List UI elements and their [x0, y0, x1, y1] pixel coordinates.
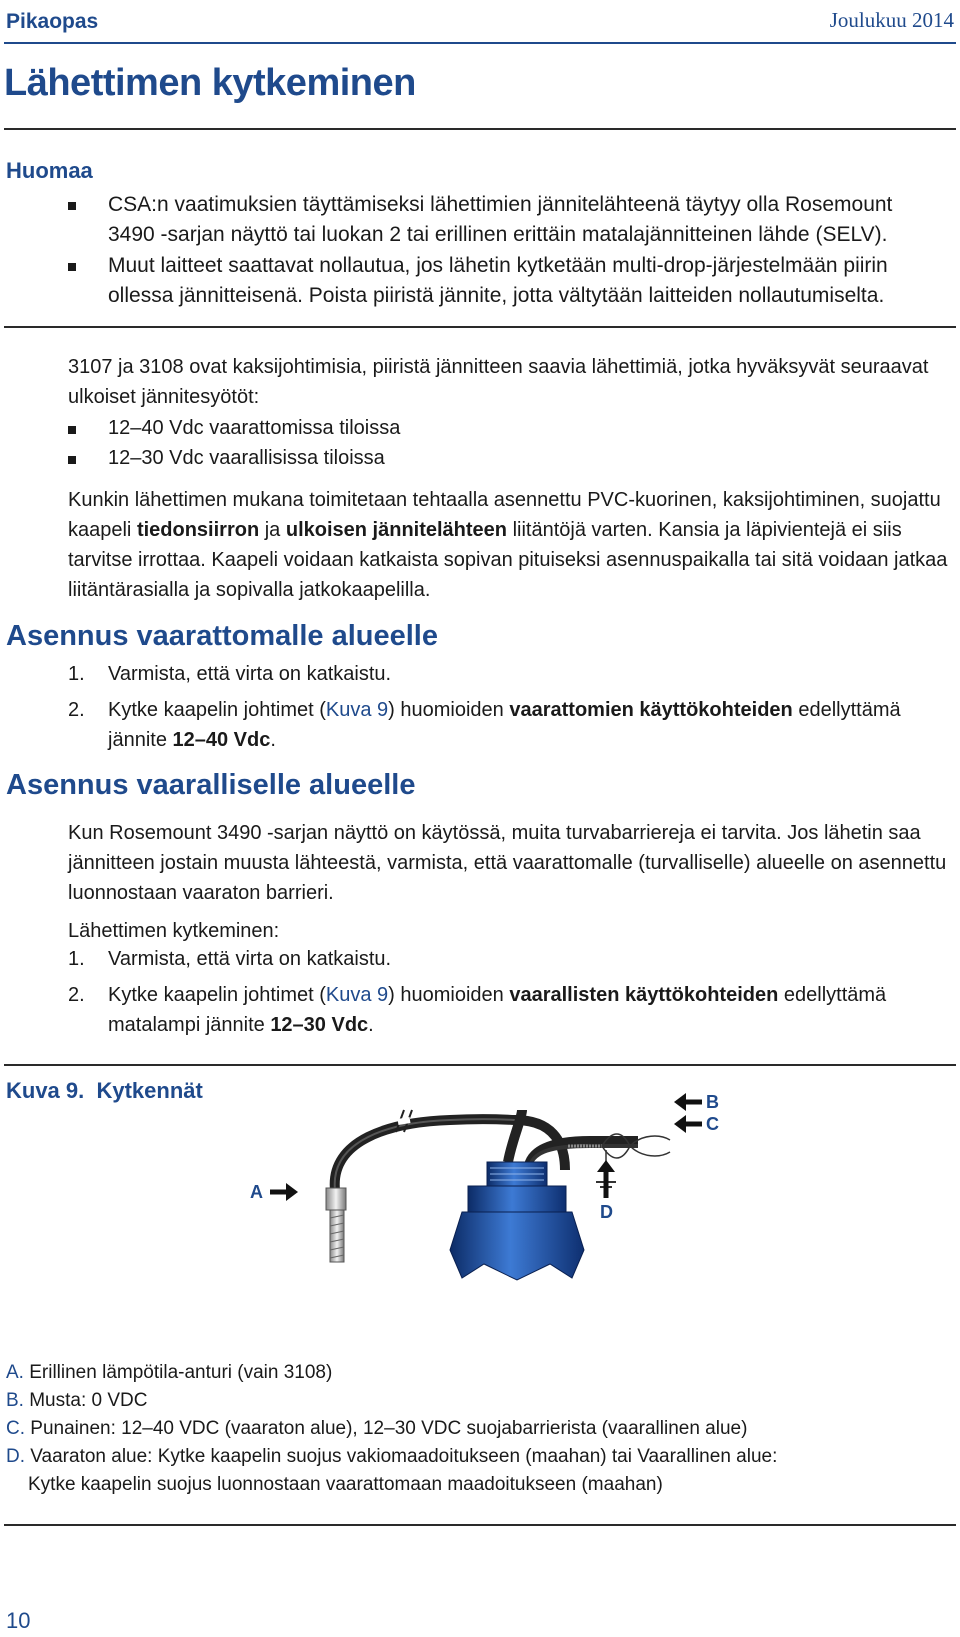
safe-area-steps	[0, 659, 960, 761]
transmitter-body-icon	[450, 1162, 584, 1280]
hazard-paragraph: Kun Rosemount 3490 -sarjan näyttö on käytössä, muita turvabarriereja ei tarvita. Jos lähetin saa jännitteen jostain muusta lähteestä, varmista, että vaarattomalle (turvalliselle) alueelle on asennettu luonnostaan vaaraton barrieri.	[68, 822, 947, 904]
divider	[4, 128, 956, 130]
bullet-icon	[68, 426, 76, 434]
note-item: CSA:n vaatimuksien täyttämiseksi lähettimien jännitelähteenä täytyy olla Rosemount 3490 -sarjan näyttö tai luokan 2 tai erillinen erittäin matalajännitteinen lähde (SELV).	[0, 190, 960, 250]
step-item: 1. Varmista, että virta on katkaistu.	[68, 948, 392, 970]
label-b: B	[706, 1092, 719, 1112]
header-rule	[4, 42, 956, 44]
page-title: Lähettimen kytkeminen	[4, 62, 416, 104]
safe-area-heading: Asennus vaarattomalle alueelle	[6, 620, 438, 652]
arrow-b-icon	[674, 1093, 702, 1111]
step-item: 2. Kytke kaapelin johtimet (Kuva 9) huomioiden vaarallisten käyttökohteiden edellyttämä matalampi jännite 12–30 Vdc.	[68, 984, 887, 1036]
header-date: Joulukuu 2014	[829, 8, 954, 32]
cable-icon	[335, 1110, 638, 1190]
legend-item: B. Musta: 0 VDC	[6, 1390, 148, 1411]
bullet-icon	[68, 202, 76, 210]
arrow-c-icon	[674, 1115, 702, 1133]
label-a: A	[250, 1182, 263, 1202]
arrow-a-icon	[270, 1183, 298, 1201]
legend-item: A. Erillinen lämpötila-anturi (vain 3108)	[6, 1362, 333, 1383]
divider	[4, 326, 956, 328]
step-item: 1. Varmista, että virta on katkaistu.	[68, 663, 392, 685]
bullet-icon	[68, 456, 76, 464]
intro-paragraph: 3107 ja 3108 ovat kaksijohtimisia, piiristä jännitteen saavia lähettimiä, jotka hyväksyvät seuraavat ulkoiset jännitesyötöt:	[68, 356, 929, 408]
voltage-list	[0, 413, 960, 473]
voltage-item: 12–30 Vdc vaarallisissa tiloissa	[0, 443, 960, 473]
header-section: Pikaopas	[6, 10, 99, 33]
wiring-diagram	[250, 1092, 790, 1350]
page-number: 10	[6, 1608, 31, 1633]
voltage-item: 12–40 Vdc vaarattomissa tiloissa	[0, 413, 960, 443]
arrow-d-icon	[597, 1160, 615, 1198]
hazard-area-heading: Asennus vaaralliselle alueelle	[6, 769, 416, 801]
figure-caption: Kuva 9. Kytkennät	[6, 1078, 203, 1103]
legend-item: D. Vaaraton alue: Kytke kaapelin suojus vakiomaadoitukseen (maahan) tai Vaarallinen alue: Kytke kaapelin suojus luonnostaan vaarattomaan maadoitukseen (maahan)	[6, 1446, 778, 1495]
note-heading: Huomaa	[6, 158, 93, 183]
hazard-area-steps	[0, 944, 960, 1046]
figure-link[interactable]: Kuva 9	[325, 699, 389, 721]
step-item: 2. Kytke kaapelin johtimet (Kuva 9) huomioiden vaarattomien käyttökohteiden edellyttämä jännite 12–40 Vdc.	[68, 699, 901, 751]
legend-item: C. Punainen: 12–40 VDC (vaaraton alue), 12–30 VDC suojabarrierista (vaarallinen alue)	[6, 1418, 748, 1439]
figure-link[interactable]: Kuva 9	[325, 984, 389, 1006]
note-list	[0, 190, 960, 312]
note-item: Muut laitteet saattavat nollautua, jos lähetin kytketään multi-drop-järjestelmään piirin ollessa jännitteisenä. Poista piiristä jännite, jotta vältytään laitteiden nollautumiselta.	[0, 251, 960, 311]
label-d: D	[600, 1202, 613, 1222]
divider	[4, 1524, 956, 1526]
cable-paragraph: Kunkin lähettimen mukana toimitetaan tehtaalla asennettu PVC-kuorinen, kaksijohtiminen, suojattu kaapeli tiedonsiirron ja ulkoisen jännitelähteen liitäntöjä varten. Kansia ja läpivientejä ei siis tarvitse irrottaa. Kaapeli voidaan katkaista sopivan pituiseksi asennuspaikalla tai sitä voidaan jatkaa liitäntärasialla ja sopivalla jatkokaapelilla.	[68, 489, 948, 601]
figure-legend	[6, 1359, 777, 1499]
divider	[4, 1064, 956, 1066]
bullet-icon	[68, 263, 76, 271]
connect-label: Lähettimen kytkeminen:	[68, 920, 280, 942]
label-c: C	[706, 1114, 719, 1134]
temperature-sensor-icon	[326, 1188, 346, 1262]
